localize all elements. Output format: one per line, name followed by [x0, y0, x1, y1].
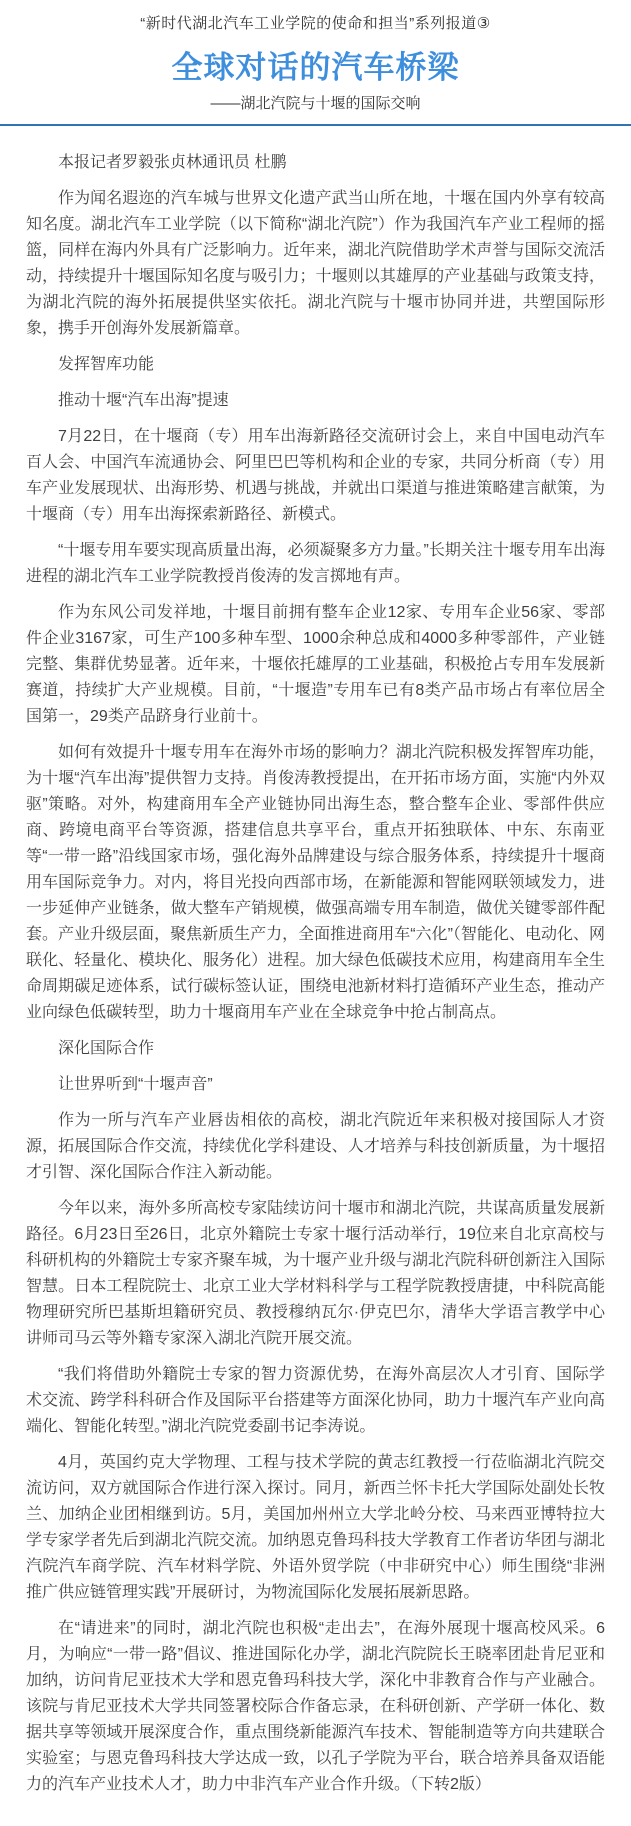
article-paragraph: 4月，英国约克大学物理、工程与技术学院的黄志红教授一行莅临湖北汽院交流访问，双方就国际合作进行深入探讨。同月，新西兰怀卡托大学国际处副处长牧兰、加纳企业团相继到访。5月，美国加州州立大学北岭分校、马来西亚博特拉大学专家学者先后到湖北汽院交流。加纳恩克鲁玛科技大学教育工作者访华团与湖北汽院汽车商学院、汽车材料学院、外语外贸学院（中非研究中心）师生围绕“非洲推广供应链管理实践”开展研讨，为物流国际化发展拓展新思路。 — [26, 1454, 605, 1601]
paragraph-list — [26, 186, 605, 1798]
article-paragraph: 在“请进来”的同时，湖北汽院也积极“走出去”，在海外展现十堰高校风采。6月，为响应“一带一路”倡议、推进国际化办学，湖北汽院院长王晓率团赴肯尼亚和加纳，访问肯尼亚技术大学和恩克鲁玛科技大学，深化中非教育合作与产业融合。该院与肯尼亚技术大学共同签署校际合作备忘录，在科研创新、产学研一体化、数据共享等领域开展深度合作，重点围绕新能源汽车技术、智能制造等方向共建联合实验室；与恩克鲁玛科技大学达成一致，以孔子学院为平台，联合培养具备双语能力的汽车产业技术人才，助力中非汽车产业合作升级。（下转2版） — [26, 1620, 605, 1793]
article-paragraph: 作为东风公司发祥地，十堰目前拥有整车企业12家、专用车企业56家、零部件企业3167家，可生产100多种车型、1000余种总成和4000多种零部件，产业链完整、集群优势显著。近年来，十堰依托雄厚的工业基础，积极抢占专用车发展新赛道，持续扩大产业规模。目前，“十堰造”专用车已有8类产品市场占有率位居全国第一，29类产品跻身行业前十。 — [26, 604, 605, 725]
article-header — [0, 0, 631, 126]
section-subhead: 让世界听到“十堰声音” — [58, 1076, 213, 1093]
byline: 本报记者罗毅张贞林通讯员 杜鹏 — [58, 154, 287, 171]
section-subhead: 发挥智库功能 — [58, 356, 155, 373]
series-title: “新时代湖北汽车工业学院的使命和担当”系列报道③ — [140, 15, 491, 32]
article-paragraph: 如何有效提升十堰专用车在海外市场的影响力？湖北汽院积极发挥智库功能，为十堰“汽车出海”提供智力支持。肖俊涛教授提出，在开拓市场方面，实施“内外双驱”策略。对外，构建商用车全产业链协同出海生态，整合整车企业、零部件供应商、跨境电商平台等资源，搭建信息共享平台，重点开拓独联体、中东、东南亚等“一带一路”沿线国家市场，强化海外品牌建设与综合服务体系，持续提升十堰商用车国际竞争力。对内，将目光投向西部市场，在新能源和智能网联领域发力，进一步延伸产业链条，做大整车产销规模，做强高端专用车制造，做优关键零部件配套。产业升级层面，聚焦新质生产力，全面推进商用车“六化”（智能化、电动化、网联化、轻量化、模块化、服务化）进程。加大绿色低碳技术应用，构建商用车全生命周期碳足迹体系，试行碳标签认证，围绕电池新材料打造循环产业生态，推动产业向绿色低碳转型，助力十堰商用车产业在全球竞争中抢占制高点。 — [26, 744, 605, 1021]
article-paragraph: 作为一所与汽车产业唇齿相依的高校，湖北汽院近年来积极对接国际人才资源，拓展国际合作交流，持续优化学科建设、人才培养与科技创新质量，为十堰招才引智、深化国际合作注入新动能。 — [26, 1112, 605, 1181]
article-body — [0, 126, 631, 1826]
article-paragraph: 作为闻名遐迩的汽车城与世界文化遗产武当山所在地，十堰在国内外享有较高知名度。湖北汽车工业学院（以下简称“湖北汽院”）作为我国汽车产业工程师的摇篮，同样在海内外具有广泛影响力。近年来，湖北汽院借助学术声誉与国际交流活动，持续提升十堰国际知名度与吸引力；十堰则以其雄厚的产业基础与政策支持，为湖北汽院的海外拓展提供坚实依托。湖北汽院与十堰市协同并进，共塑国际形象，携手开创海外发展新篇章。 — [26, 190, 605, 337]
article-subtitle: ——湖北汽院与十堰的国际交响 — [210, 95, 421, 112]
article-paragraph: 7月22日，在十堰商（专）用车出海新路径交流研讨会上，来自中国电动汽车百人会、中国汽车流通协会、阿里巴巴等机构和企业的专家，共同分析商（专）用车产业发展现状、出海形势、机遇与挑战，并就出口渠道与推进策略建言献策，为十堰商（专）用车出海探索新路径、新模式。 — [26, 428, 605, 523]
article-paragraph: 今年以来，海外多所高校专家陆续访问十堰市和湖北汽院，共谋高质量发展新路径。6月23日至26日，北京外籍院士专家十堰行活动举行，19位来自北京高校与科研机构的外籍院士专家齐聚车城，为十堰产业升级与湖北汽院科研创新注入国际智慧。日本工程院院士、北京工业大学材料科学与工程学院教授唐捷，中科院高能物理研究所巴基斯坦籍研究员、教授穆纳瓦尔·伊克巴尔，清华大学语言教学中心讲师司马云等外籍专家深入湖北汽院开展交流。 — [26, 1200, 605, 1347]
article-paragraph: “我们将借助外籍院士专家的智力资源优势，在海外高层次人才引育、国际学术交流、跨学科科研合作及国际平台搭建等方面深化协同，助力十堰汽车产业向高端化、智能化转型。”湖北汽院党委副书记李涛说。 — [26, 1366, 605, 1435]
section-subhead: 深化国际合作 — [58, 1040, 155, 1057]
article-paragraph: “十堰专用车要实现高质量出海，必须凝聚多方力量。”长期关注十堰专用车出海进程的湖北汽车工业学院教授肖俊涛的发言掷地有声。 — [26, 542, 605, 585]
page-title: 全球对话的汽车桥梁 — [171, 50, 460, 85]
section-subhead: 推动十堰“汽车出海”提速 — [58, 392, 229, 409]
